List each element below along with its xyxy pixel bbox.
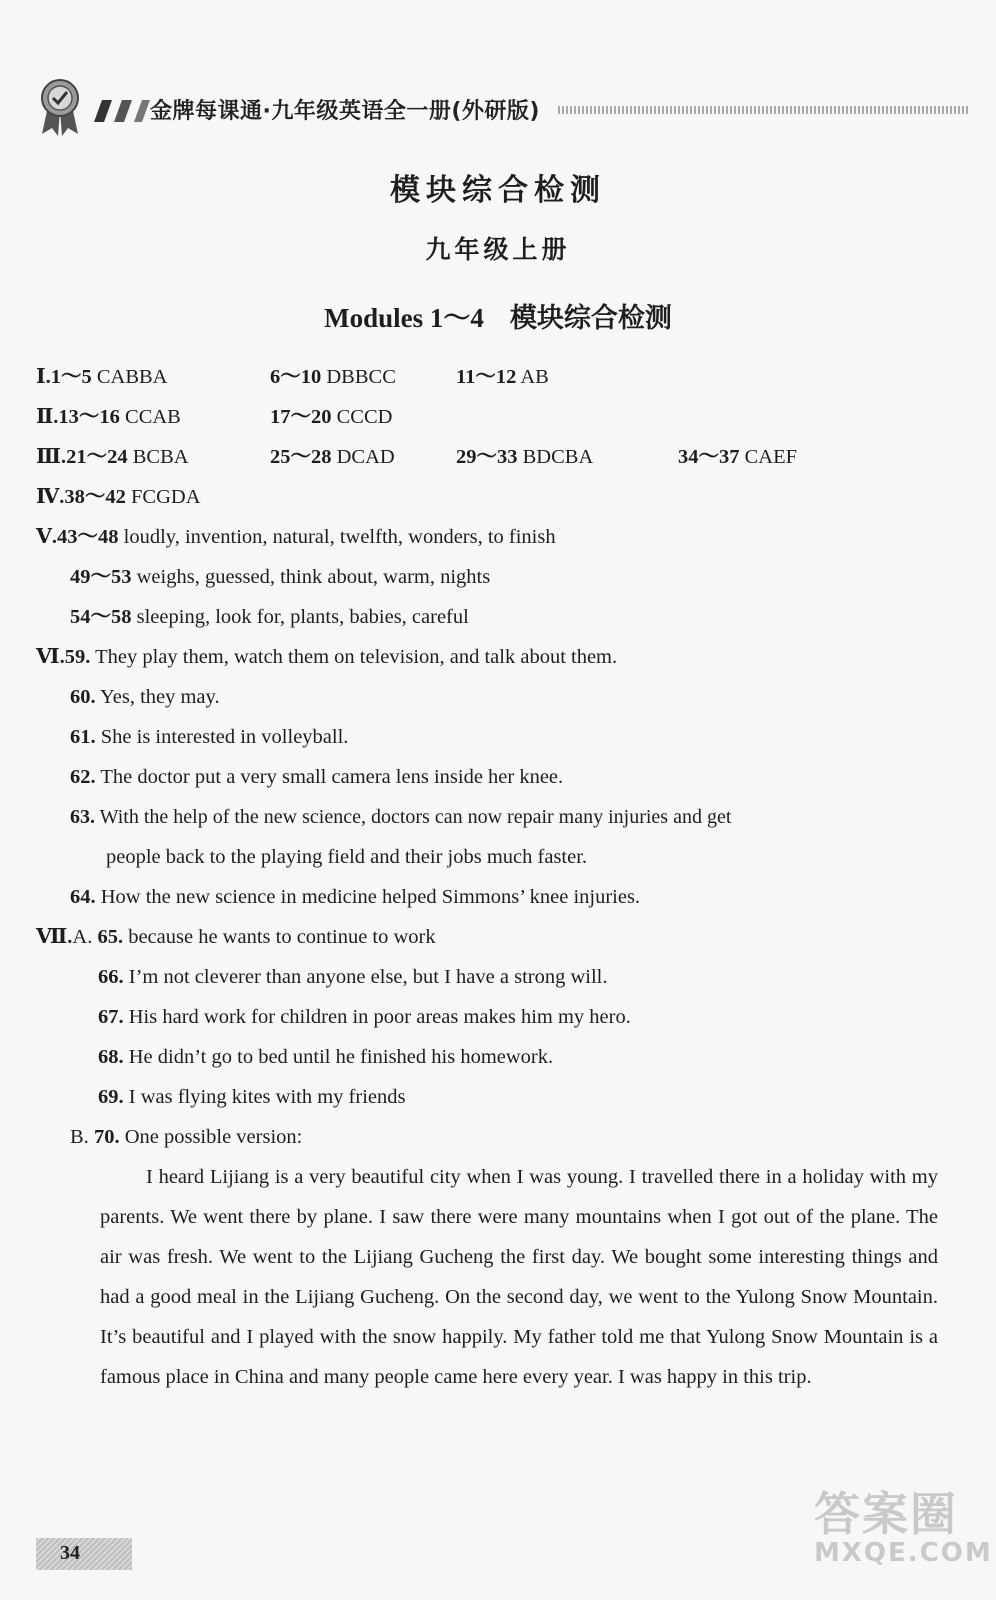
section-title: [0, 296, 996, 335]
question-range: 17～20: [270, 406, 332, 428]
question-number: 59.: [64, 646, 91, 668]
answer-value: BDCBA: [517, 446, 594, 468]
watermark-en: MXQE.COM: [814, 1538, 993, 1568]
answer-value: BCBA: [127, 446, 189, 468]
answer-value: CABBA: [91, 366, 168, 388]
answer-group: [456, 364, 549, 390]
answer-row-8: [36, 644, 617, 670]
part-label: A.: [72, 926, 98, 948]
question-range: 34～37: [678, 446, 740, 468]
question-range: 43～48: [57, 526, 119, 548]
answer-row-18: [98, 1044, 553, 1070]
answer-value: loudly, invention, natural, twelfth, wonders, to finish: [118, 526, 556, 548]
sample-essay: I heard Lijiang is a very beautiful city when I was young. I travelled there in a holiday with my parents. We went there by plane. I saw there were many mountains when I got out of the plane. The air was fresh. We went to the Lijiang Gucheng the first day. We bought some interesting things and had a good meal in the Lijiang Gucheng. On the second day, we went to the Yulong Snow Mountain. It’s beautiful and I played with the snow happily. My father told me that Yulong Snow Mountain is a famous place in China and many people came here every year. I was happy in this trip.: [100, 1166, 938, 1388]
question-range: 38～42: [64, 486, 126, 508]
answer-value: She is interested in volleyball.: [95, 726, 349, 748]
book-title: 金牌每课通·九年级英语全一册(外研版): [150, 99, 540, 124]
question-number: 60.: [70, 686, 96, 708]
answer-row-9: [70, 684, 220, 710]
answer-value: AB: [516, 366, 549, 388]
answer-value: How the new science in medicine helped Simmons’ knee injuries.: [95, 886, 641, 908]
answer-row-4: [36, 484, 201, 510]
answer-row-7: [70, 604, 469, 630]
question-range: 6～10: [270, 366, 322, 388]
answer-row-20: [70, 1124, 302, 1150]
question-range: 49～53: [70, 566, 132, 588]
question-number: 64.: [70, 886, 96, 908]
answer-value: people back to the playing field and their jobs much faster.: [106, 846, 588, 868]
question-number: 66.: [98, 966, 124, 988]
answer-value: DCAD: [331, 446, 395, 468]
question-number: 61.: [70, 726, 96, 748]
volume-title: 九年级上册: [425, 235, 571, 264]
answer-row-1: [36, 364, 167, 390]
answer-value: Yes, they may.: [95, 686, 220, 708]
question-range: 25～28: [270, 446, 332, 468]
answer-value: sleeping, look for, plants, babies, careful: [131, 606, 469, 628]
page-title: 模块综合检测: [390, 173, 606, 208]
answer-group: [270, 364, 396, 390]
answer-value: FCGDA: [125, 486, 201, 508]
answer-value: They play them, watch them on television, and talk about them.: [90, 646, 618, 668]
answer-value: I’m not cleverer than anyone else, but I have a strong will.: [123, 966, 608, 988]
answer-row-13: [106, 844, 587, 870]
answer-group: [678, 444, 797, 470]
answer-row-17: [98, 1004, 631, 1030]
answer-row-12: [70, 804, 731, 830]
answer-row-3: [36, 444, 189, 470]
question-number: 65.: [97, 926, 124, 948]
answer-value: With the help of the new science, doctors can now repair many injuries and get: [95, 806, 732, 828]
answer-row-10: [70, 724, 348, 750]
page-header: [30, 72, 970, 142]
question-number: 69.: [98, 1086, 124, 1108]
section-title-en: Modules 1～4: [324, 303, 484, 333]
answer-value: CCAB: [119, 406, 181, 428]
watermark-logo: [814, 1478, 993, 1578]
answer-value: I was flying kites with my friends: [123, 1086, 406, 1108]
answer-group: [270, 444, 395, 470]
answer-value: He didn’t go to bed until he finished his homework.: [123, 1046, 554, 1068]
answer-group: [270, 404, 392, 430]
section-roman: Ⅶ.: [36, 926, 73, 948]
question-number: 62.: [70, 766, 96, 788]
section-roman: Ⅵ.: [36, 646, 65, 668]
question-range: 54～58: [70, 606, 132, 628]
answer-value: weighs, guessed, think about, warm, nights: [131, 566, 491, 588]
answer-row-6: [70, 564, 490, 590]
medal-icon: [38, 76, 82, 138]
section-roman: Ⅳ.: [36, 486, 65, 508]
section-roman: Ⅰ.: [36, 366, 51, 388]
header-rule: [558, 106, 970, 114]
answer-row-5: [36, 524, 556, 550]
answer-row-15: [36, 924, 436, 950]
section-roman: Ⅲ.: [36, 446, 67, 468]
question-number: 68.: [98, 1046, 124, 1068]
answer-value: One possible version:: [119, 1126, 303, 1148]
answer-value: CAEF: [739, 446, 798, 468]
answer-value: His hard work for children in poor areas makes him my hero.: [123, 1006, 631, 1028]
question-range: 29～33: [456, 446, 518, 468]
answer-value: The doctor put a very small camera lens inside her knee.: [95, 766, 564, 788]
answer-value: CCCD: [331, 406, 393, 428]
watermark-cn: 答案圈: [814, 1487, 958, 1541]
answer-value: because he wants to continue to work: [123, 926, 436, 948]
answer-value: DBBCC: [321, 366, 396, 388]
answer-row-19: [98, 1084, 405, 1110]
question-range: 21～24: [66, 446, 128, 468]
question-number: 70.: [93, 1126, 120, 1148]
section-roman: Ⅱ.: [36, 406, 59, 428]
question-number: 63.: [70, 806, 95, 828]
section-roman: Ⅴ.: [36, 526, 58, 548]
answer-group: [456, 444, 593, 470]
answer-row-14: [70, 884, 640, 910]
page-number-text: 34: [60, 1542, 80, 1564]
answer-row-11: [70, 764, 563, 790]
question-range: 11～12: [456, 366, 517, 388]
question-number: 67.: [98, 1006, 124, 1028]
page-number: [36, 1538, 132, 1570]
question-range: 13～16: [58, 406, 120, 428]
part-label: B.: [70, 1126, 94, 1148]
answer-row-16: [98, 964, 608, 990]
section-title-cn: 模块综合检测: [509, 303, 672, 334]
question-range: 1～5: [50, 366, 92, 388]
answer-row-2: [36, 404, 181, 430]
